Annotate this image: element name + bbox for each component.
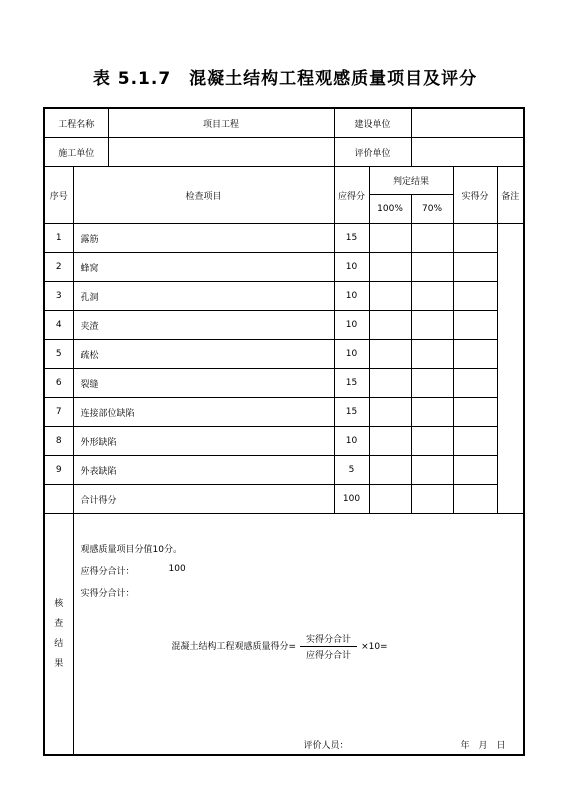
row-number: 9 bbox=[44, 456, 73, 485]
check-result-content[interactable] bbox=[73, 514, 524, 756]
total-number-cell bbox=[44, 485, 73, 514]
row-item: 露筋 bbox=[73, 224, 334, 253]
formula-fraction bbox=[300, 632, 357, 661]
score-note: 观感质量项目分值10分。 bbox=[80, 545, 182, 555]
row-due-score: 15 bbox=[334, 224, 369, 253]
row-judge-100[interactable] bbox=[369, 224, 411, 253]
row-actual-score[interactable] bbox=[453, 224, 497, 253]
row-due-score: 15 bbox=[334, 398, 369, 427]
due-total-value: 100 bbox=[168, 564, 186, 574]
row-due-score: 15 bbox=[334, 369, 369, 398]
row-actual-score[interactable] bbox=[453, 311, 497, 340]
row-item: 疏松 bbox=[73, 340, 334, 369]
formula-denominator: 应得分合计 bbox=[306, 651, 352, 661]
row-number: 8 bbox=[44, 427, 73, 456]
col-remarks: 备注 bbox=[497, 167, 524, 224]
header-row-builder bbox=[44, 138, 524, 167]
check-result-char: 查 bbox=[54, 619, 64, 629]
row-judge-100[interactable] bbox=[369, 282, 411, 311]
row-due-score: 10 bbox=[334, 282, 369, 311]
col-item: 检查项目 bbox=[73, 167, 334, 224]
row-number: 5 bbox=[44, 340, 73, 369]
col-actual-score: 实得分 bbox=[453, 167, 497, 224]
row-item: 外形缺陷 bbox=[73, 427, 334, 456]
project-name-label: 工程名称 bbox=[44, 108, 108, 138]
table-row bbox=[44, 224, 524, 253]
table-row bbox=[44, 398, 524, 427]
row-judge-70[interactable] bbox=[411, 282, 453, 311]
row-due-score: 5 bbox=[334, 456, 369, 485]
row-item: 孔洞 bbox=[73, 282, 334, 311]
row-due-score: 10 bbox=[334, 311, 369, 340]
row-actual-score[interactable] bbox=[453, 398, 497, 427]
evaluation-table bbox=[43, 107, 525, 756]
total-label: 合计得分 bbox=[73, 485, 334, 514]
row-item: 外表缺陷 bbox=[73, 456, 334, 485]
row-item: 蜂窝 bbox=[73, 253, 334, 282]
table-row bbox=[44, 456, 524, 485]
row-number: 2 bbox=[44, 253, 73, 282]
actual-total-label: 实得分合计： bbox=[80, 589, 135, 599]
row-judge-70[interactable] bbox=[411, 340, 453, 369]
check-result-char: 果 bbox=[54, 659, 64, 669]
row-actual-score[interactable] bbox=[453, 427, 497, 456]
check-result-char: 结 bbox=[54, 639, 64, 649]
date-label: 年 月 日 bbox=[460, 741, 506, 751]
builder-label: 施工单位 bbox=[44, 138, 108, 167]
col-due-score: 应得分 bbox=[334, 167, 369, 224]
formula-prefix: 混凝土结构工程观感质量得分= bbox=[171, 642, 297, 652]
builder-value[interactable] bbox=[108, 138, 334, 167]
row-judge-70[interactable] bbox=[411, 224, 453, 253]
table-row bbox=[44, 282, 524, 311]
row-number: 3 bbox=[44, 282, 73, 311]
row-actual-score[interactable] bbox=[453, 282, 497, 311]
row-due-score: 10 bbox=[334, 427, 369, 456]
row-actual-score[interactable] bbox=[453, 369, 497, 398]
row-item: 裂缝 bbox=[73, 369, 334, 398]
formula-suffix: ×10= bbox=[361, 642, 388, 652]
total-due-score: 100 bbox=[334, 485, 369, 514]
row-due-score: 10 bbox=[334, 253, 369, 282]
col-seq: 序号 bbox=[44, 167, 73, 224]
check-result-label bbox=[44, 514, 73, 756]
row-number: 6 bbox=[44, 369, 73, 398]
formula-numerator: 实得分合计 bbox=[300, 632, 357, 647]
total-judge-100[interactable] bbox=[369, 485, 411, 514]
row-actual-score[interactable] bbox=[453, 340, 497, 369]
row-judge-70[interactable] bbox=[411, 427, 453, 456]
construction-unit-value[interactable] bbox=[411, 108, 524, 138]
row-judge-70[interactable] bbox=[411, 369, 453, 398]
row-number: 1 bbox=[44, 224, 73, 253]
row-judge-100[interactable] bbox=[369, 311, 411, 340]
row-judge-100[interactable] bbox=[369, 340, 411, 369]
row-actual-score[interactable] bbox=[453, 456, 497, 485]
row-judge-70[interactable] bbox=[411, 311, 453, 340]
table-row bbox=[44, 311, 524, 340]
row-number: 7 bbox=[44, 398, 73, 427]
row-judge-100[interactable] bbox=[369, 398, 411, 427]
total-judge-70[interactable] bbox=[411, 485, 453, 514]
column-header-row bbox=[44, 167, 524, 195]
evaluator-label: 评价人员： bbox=[303, 741, 349, 751]
check-result-char: 核 bbox=[54, 599, 64, 609]
remarks-cell[interactable] bbox=[497, 224, 524, 514]
table-row bbox=[44, 253, 524, 282]
header-row-project bbox=[44, 108, 524, 138]
row-item: 夹渣 bbox=[73, 311, 334, 340]
row-judge-70[interactable] bbox=[411, 456, 453, 485]
col-judge-100: 100% bbox=[369, 195, 411, 224]
table-row bbox=[44, 340, 524, 369]
project-name-value: 项目工程 bbox=[108, 108, 334, 138]
col-judge-70: 70% bbox=[411, 195, 453, 224]
row-judge-70[interactable] bbox=[411, 398, 453, 427]
total-row bbox=[44, 485, 524, 514]
row-due-score: 10 bbox=[334, 340, 369, 369]
row-judge-70[interactable] bbox=[411, 253, 453, 282]
row-item: 连接部位缺陷 bbox=[73, 398, 334, 427]
row-actual-score[interactable] bbox=[453, 253, 497, 282]
row-judge-100[interactable] bbox=[369, 427, 411, 456]
row-judge-100[interactable] bbox=[369, 253, 411, 282]
construction-unit-label: 建设单位 bbox=[334, 108, 411, 138]
table-row bbox=[44, 369, 524, 398]
evaluation-unit-label: 评价单位 bbox=[334, 138, 411, 167]
row-number: 4 bbox=[44, 311, 73, 340]
row-judge-100[interactable] bbox=[369, 456, 411, 485]
check-result-row bbox=[44, 514, 524, 756]
total-actual-score[interactable] bbox=[453, 485, 497, 514]
row-judge-100[interactable] bbox=[369, 369, 411, 398]
table-row bbox=[44, 427, 524, 456]
col-judgement: 判定结果 bbox=[369, 167, 453, 195]
page-title: 表 5.1.7 混凝土结构工程观感质量项目及评分 bbox=[92, 69, 478, 89]
evaluation-unit-value[interactable] bbox=[411, 138, 524, 167]
due-total-label: 应得分合计： bbox=[80, 567, 135, 577]
score-formula bbox=[172, 632, 388, 661]
